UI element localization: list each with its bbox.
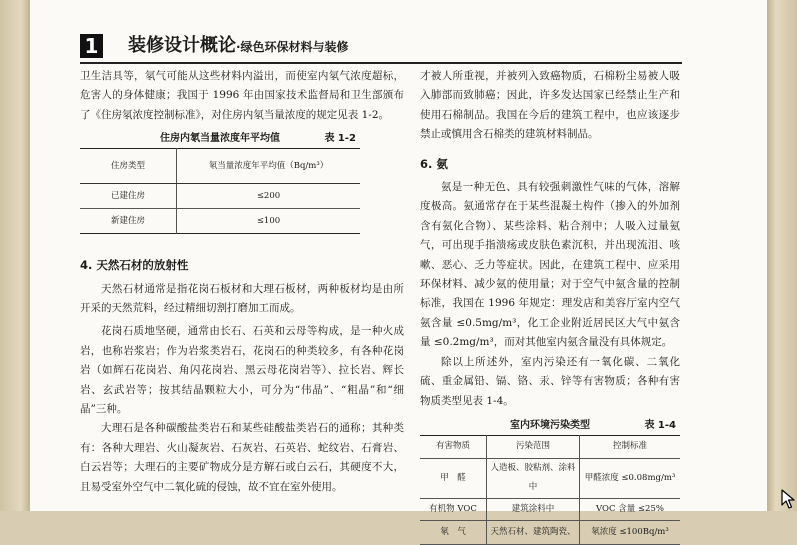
table-header-cell: 住房类型 [80, 149, 177, 184]
section-6-heading: 6. 氨 [420, 156, 448, 171]
table-cell: 新建住房 [80, 209, 177, 234]
table-cell: 人造板、胶粘剂、涂料中 [487, 458, 580, 498]
table-1-2-block [80, 130, 404, 234]
table-cell: 建筑涂料中 [487, 498, 580, 520]
left-paragraph-1: 卫生洁具等，氡气可能从这些材料内溢出，而使室内氡气浓度超标，危害人的身体健康；我国于 1996 年由国家技术监督局和卫生部颁布了《住房氡浓度控制标准》，对住房内氡当量浓度的规定见表 1-2。 [80, 70, 404, 121]
header-rule [80, 62, 682, 64]
table-row [80, 184, 360, 209]
chapter-title-main: 装修设计概论 [128, 35, 236, 56]
table-cell: ≤200 [177, 184, 361, 209]
table-1-4-block [420, 417, 680, 545]
table-1-4 [420, 435, 680, 545]
table-1-2-caption: 住房内氡当量浓度年平均值 [160, 133, 280, 145]
table-header-cell: 控制标准 [580, 435, 681, 458]
left-background [0, 0, 30, 511]
table-1-4-number: 表 1-4 [644, 419, 676, 431]
table-cell: ≤100 [256, 215, 281, 226]
left-paragraph-3: 花岗石质地坚硬，通常由长石、石英和云母等构成，是一种火成岩，也称岩浆岩；作为岩浆类岩石，花岗石的种类较多，有各种花岗岩（如辉石花岗岩、角闪花岗岩、黑云母花岗岩等）、拉长岩、辉长岩、玄武岩等；按其结晶颗粒大小，可分为“伟晶”、“粗晶”和“细晶”三种。 [80, 325, 404, 416]
table-cell: VOC 含量 ≤25% [580, 498, 681, 520]
chapter-subtitle: ·绿色环保材料与装修 [236, 40, 349, 54]
right-background [767, 0, 797, 511]
section-4-heading: 4. 天然石材的放射性 [80, 258, 189, 273]
table-cell: 甲醛浓度 ≤0.08mg/m³ [580, 458, 681, 498]
right-paragraph-2: 氨是一种无色、具有较强刺激性气味的气体，溶解度极高。氨通常存在于某些混凝土构件（掺入的外加剂含有氨化合物）、某些涂料、粘合剂中；人吸入过量氨气，可出现手指溃疡或皮肤色素沉积，并出现流泪、咳嗽、恶心、乏力等症状。因此，在建筑工程中、应采用环保材料、减少氨的使用量；对于空气中氨含量的控制标准，我国在 1996 年规定：理发店和美容厅室内空气氨含量 ≤0.5mg/m³，化工企业附近居民区大气中氨含量 ≤0.2mg/m³，而对其他室内氨含量没有具体规定。 [420, 181, 680, 349]
table-cell: 甲 醛 [420, 458, 487, 498]
table-cell: 天然石材、建筑陶瓷、 [487, 520, 580, 544]
left-column [80, 67, 404, 497]
table-header-cell: 污染范围 [487, 435, 580, 458]
table-cell: 氡浓度 ≤100Bq/m³ [580, 520, 681, 544]
table-header-cell: 氡当量浓度年平均值（Bq/m³） [177, 149, 361, 184]
table-1-4-caption: 室内环境污染类型 [510, 419, 590, 431]
left-paragraph-4: 大理石是各种碳酸盐类岩石和某些硅酸盐类岩石的通称；其种类有：各种大理岩、火山凝灰岩、石灰岩、石英岩、蛇纹岩、石膏岩、白云岩等；大理石的主要矿物成分是方解石或白云石，其硬度不大，且易受室外空气中二氧化硫的侵蚀，故不宜在室外使用。 [80, 422, 404, 493]
table-row [420, 458, 680, 498]
table-header-row [420, 435, 680, 458]
chapter-title [128, 34, 349, 59]
table-row [420, 498, 680, 520]
table-1-2 [80, 148, 360, 234]
table-cell: 有机物 VOC [420, 498, 487, 520]
table-1-4-caption-row [420, 417, 680, 435]
table-cell: 氡 气 [420, 520, 487, 544]
chapter-number: 1 [80, 34, 103, 58]
table-1-2-number: 表 1-2 [324, 133, 356, 145]
left-paragraph-2: 天然石材通常是指花岗石板材和大理石板材，两种板材均是由所开采的天然荒料，经过精细切割打磨加工而成。 [80, 282, 404, 315]
table-header-cell: 有害物质 [420, 435, 487, 458]
chapter-header [80, 34, 680, 64]
mouse-pointer-icon [781, 489, 795, 509]
right-paragraph-3: 除以上所述外，室内污染还有一氧化碳、二氧化硫、重金属铅、镉、铬、汞、锌等有害物质；各种有害物质类型见表 1-4。 [420, 355, 680, 407]
table-1-2-caption-row [80, 130, 360, 148]
table-header-row [80, 149, 360, 184]
table-row [80, 209, 360, 234]
table-row [420, 520, 680, 544]
table-cell: 已建住房 [80, 184, 177, 209]
right-column [420, 67, 680, 545]
right-paragraph-1: 才被人所重视，并被列入致癌物质，石棉粉尘易被人吸入肺部而致肺癌；因此，许多发达国家已经禁止生产和使用石棉制品。我国在今后的建筑工程中，也应该逐步禁止或慎用含石棉类的建筑材料制品。 [420, 70, 680, 141]
